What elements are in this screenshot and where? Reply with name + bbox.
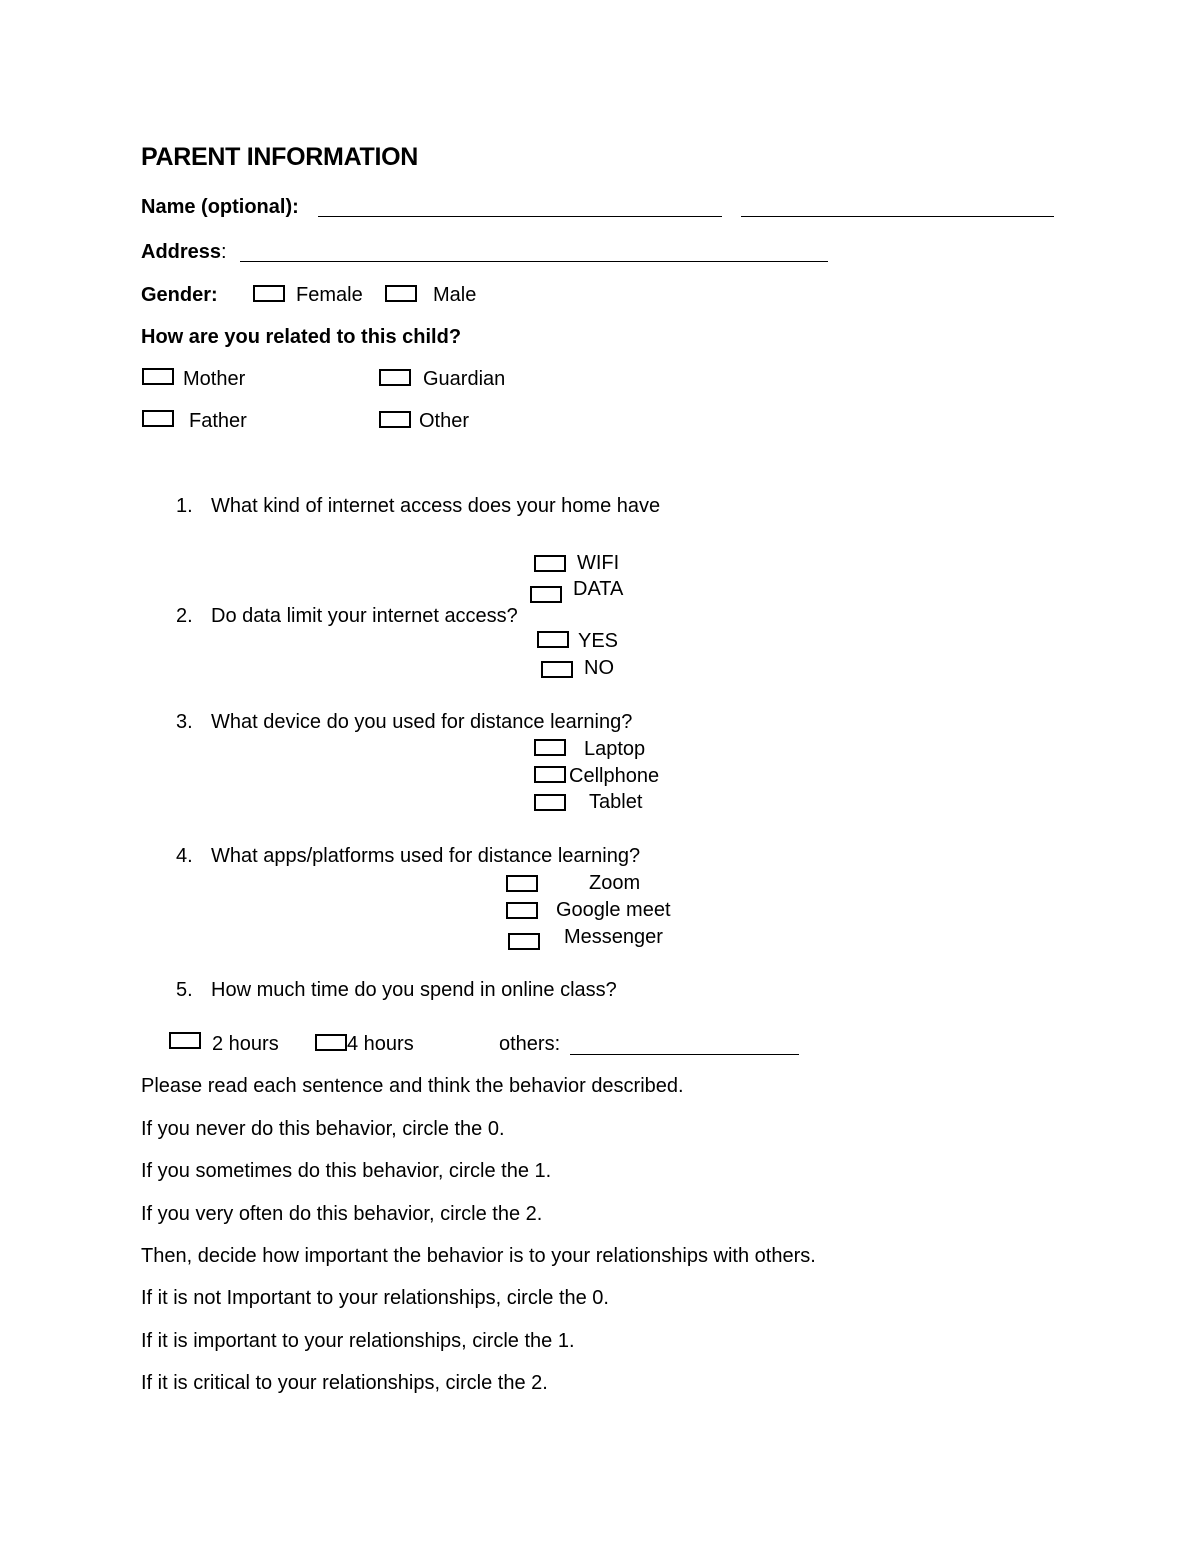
instruction-line: If it is not Important to your relationships, circle the 0. [141,1287,609,1309]
messenger-checkbox[interactable] [508,933,540,950]
question-number: 4. [176,845,193,867]
no-checkbox[interactable] [541,661,573,678]
messenger-label: Messenger [564,926,663,948]
male-label: Male [433,284,477,306]
instruction-line: If you never do this behavior, circle the 0. [141,1118,505,1140]
laptop-label: Laptop [584,738,646,760]
other-label: Other [419,410,470,432]
male-checkbox[interactable] [385,285,417,302]
question-4-text: What apps/platforms used for distance learning? [211,845,641,867]
cellphone-label: Cellphone [569,765,660,787]
address-label: Address [141,241,222,263]
address-label-wrap [141,242,227,262]
zoom-checkbox[interactable] [506,875,538,892]
address-field-line[interactable] [240,261,828,262]
gender-label: Gender: [141,284,218,306]
question-number: 1. [176,495,193,517]
instruction-line: If it is critical to your relationships, circle the 2. [141,1372,548,1394]
two-hours-label: 2 hours [212,1033,279,1055]
other-checkbox[interactable] [379,411,411,428]
question-number: 3. [176,711,193,733]
wifi-label: WIFI [577,552,620,574]
instruction-line: Then, decide how important the behavior is to your relationships with others. [141,1245,816,1267]
mother-checkbox[interactable] [142,368,174,385]
question-2-text: Do data limit your internet access? [211,605,518,627]
yes-checkbox[interactable] [537,631,569,648]
four-hours-checkbox[interactable] [315,1034,347,1051]
no-label: NO [584,657,614,679]
tablet-label: Tablet [589,791,643,813]
instruction-line: If it is important to your relationships, circle the 1. [141,1330,575,1352]
mother-label: Mother [183,368,246,390]
address-colon: : [221,241,227,263]
female-checkbox[interactable] [253,285,285,302]
yes-label: YES [578,630,619,652]
name-label: Name (optional): [141,196,299,218]
question-3-text: What device do you used for distance learning? [211,711,633,733]
guardian-label: Guardian [423,368,506,390]
data-checkbox[interactable] [530,586,562,603]
two-hours-checkbox[interactable] [169,1032,201,1049]
father-checkbox[interactable] [142,410,174,427]
laptop-checkbox[interactable] [534,739,566,756]
name-field-line[interactable] [318,216,722,217]
wifi-checkbox[interactable] [534,555,566,572]
data-label: DATA [573,578,624,600]
question-5-text: How much time do you spend in online class? [211,979,617,1001]
zoom-label: Zoom [589,872,641,894]
page-title: PARENT INFORMATION [141,143,418,171]
question-number: 2. [176,605,193,627]
google-meet-label: Google meet [556,899,671,921]
instruction-line: Please read each sentence and think the behavior described. [141,1075,684,1097]
father-label: Father [189,410,247,432]
female-label: Female [296,284,363,306]
name-field-line-2[interactable] [741,216,1054,217]
cellphone-checkbox[interactable] [534,766,566,783]
others-label: others: [499,1033,561,1055]
tablet-checkbox[interactable] [534,794,566,811]
question-number: 5. [176,979,193,1001]
question-1-text: What kind of internet access does your home have [211,495,661,517]
relation-question: How are you related to this child? [141,326,462,348]
google-meet-checkbox[interactable] [506,902,538,919]
guardian-checkbox[interactable] [379,369,411,386]
instruction-line: If you sometimes do this behavior, circle the 1. [141,1160,552,1182]
four-hours-label: 4 hours [347,1033,414,1055]
others-field-line[interactable] [570,1054,799,1055]
instruction-line: If you very often do this behavior, circle the 2. [141,1203,543,1225]
